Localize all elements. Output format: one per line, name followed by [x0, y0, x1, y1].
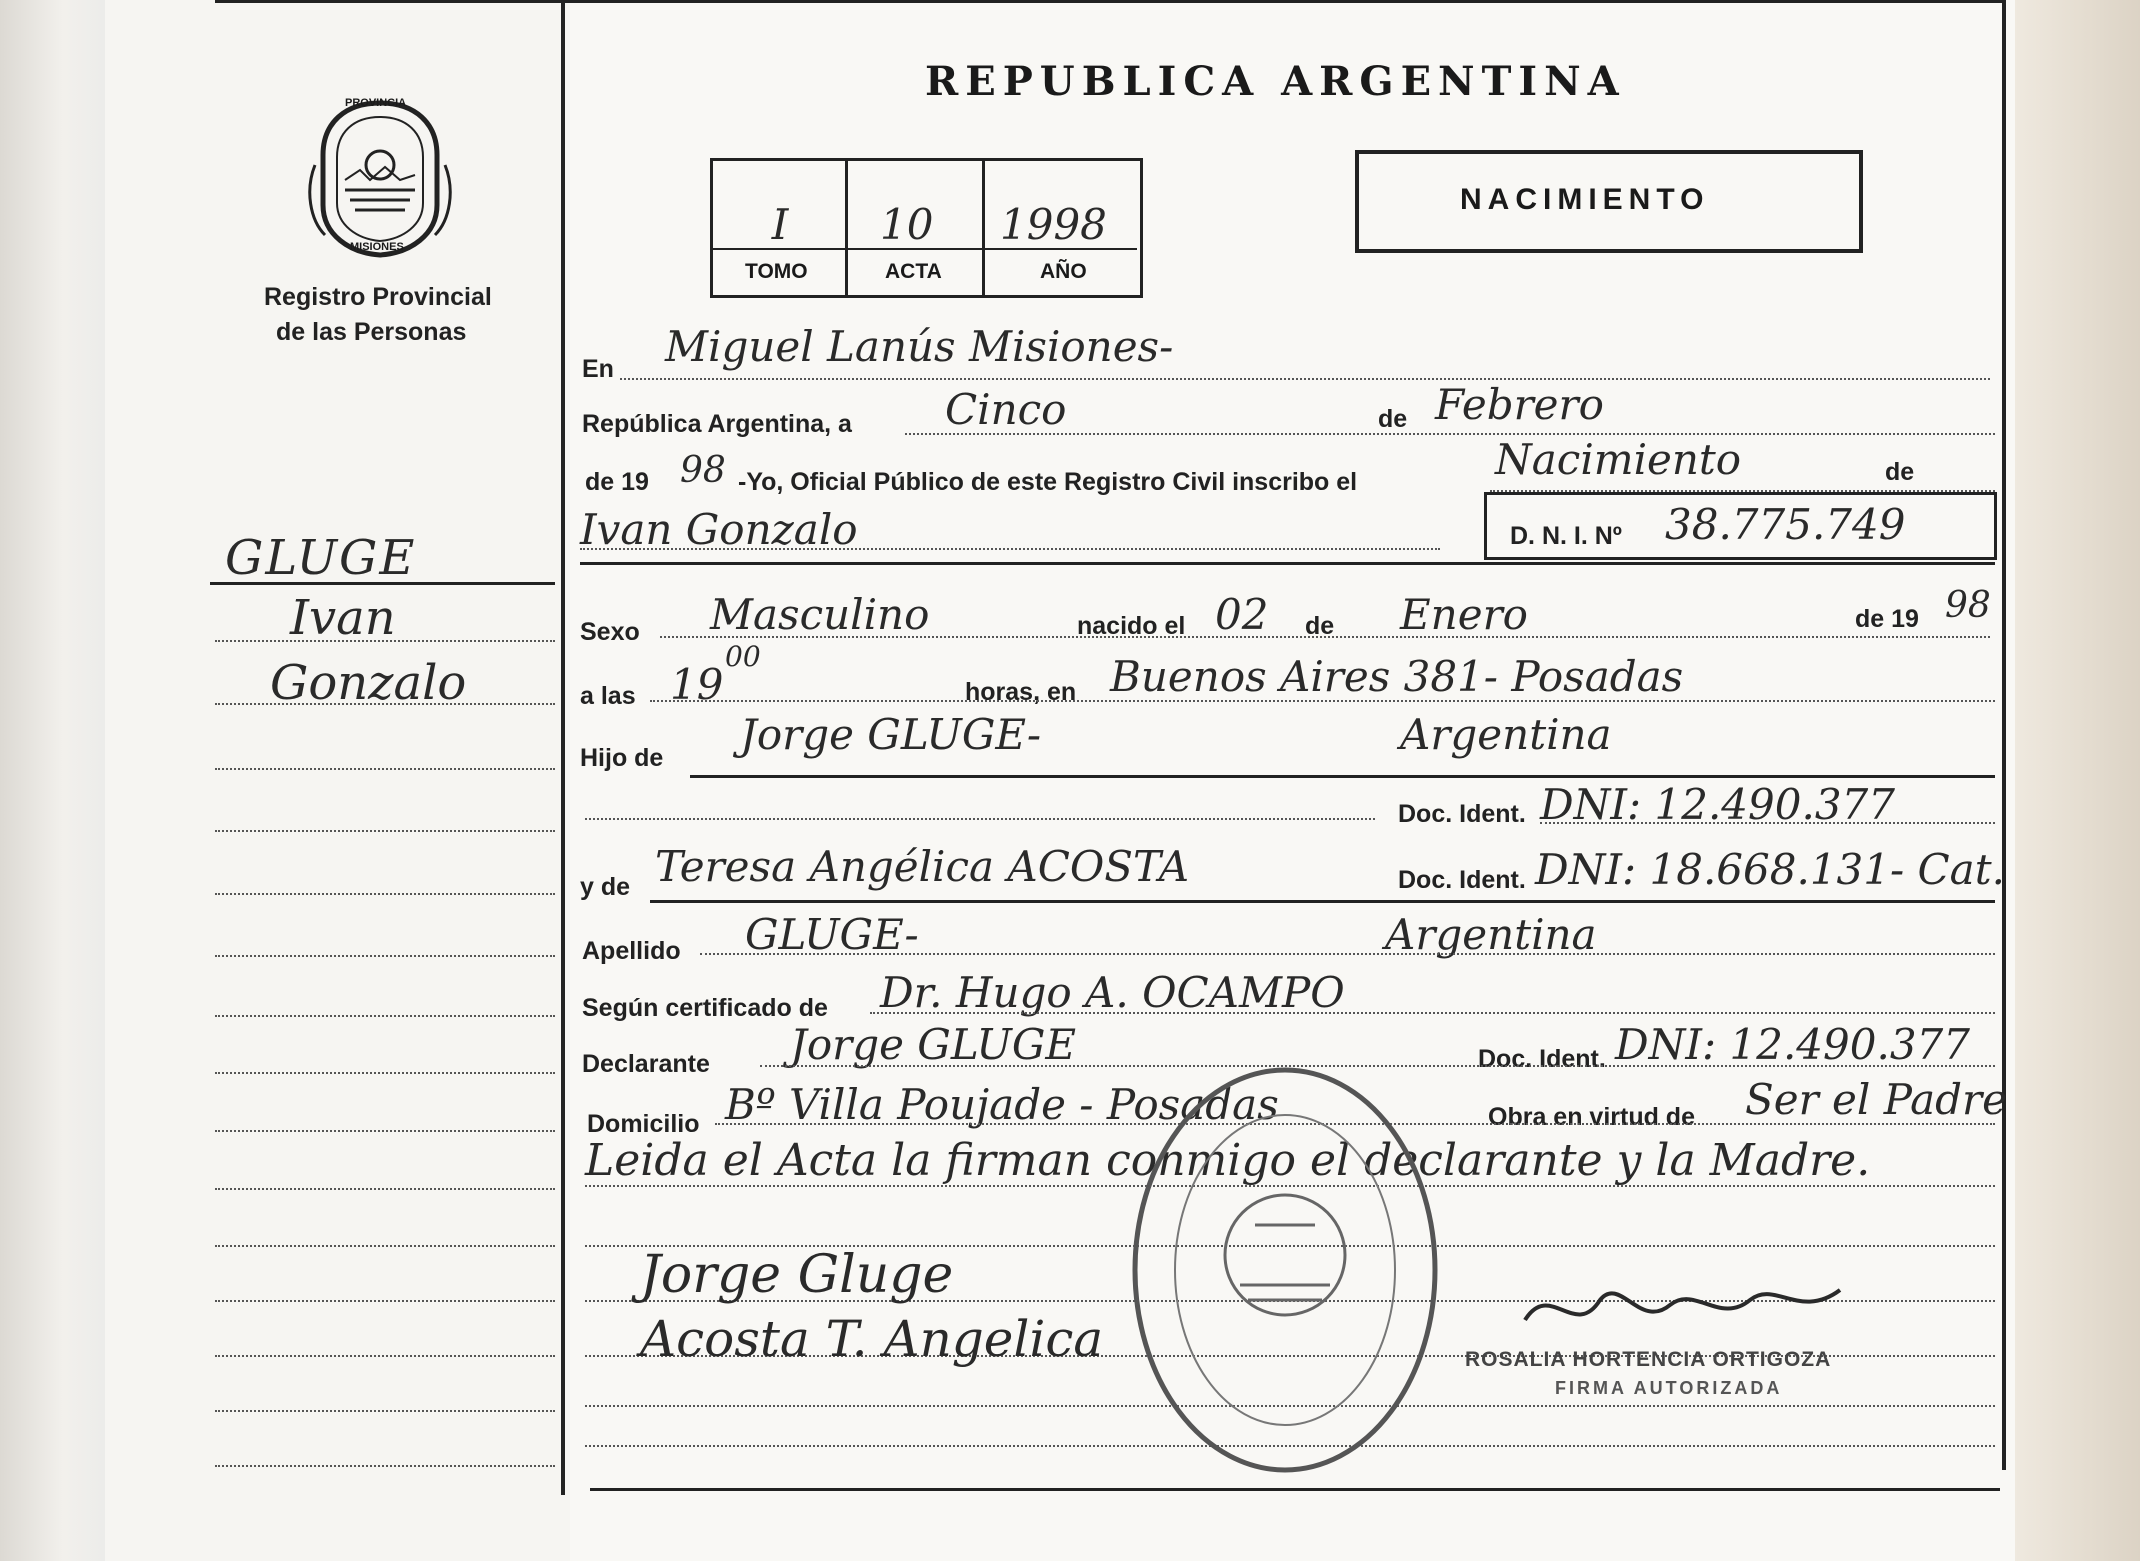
de-label: de	[1305, 612, 1335, 640]
y-de-label: y de	[580, 873, 631, 901]
domicilio-value: Bº Villa Poujade - Posadas	[725, 1080, 1279, 1129]
form-line	[905, 433, 1995, 435]
mother-doc: DNI: 18.668.131- Cat.	[1535, 845, 2005, 894]
nacido-label: nacido el	[1077, 612, 1186, 640]
country-heading: REPUBLICA ARGENTINA	[925, 58, 1626, 105]
dni-number: 38.775.749	[1665, 500, 1906, 549]
sexo-value: Masculino	[710, 590, 930, 639]
provincia-misiones-seal-icon	[305, 95, 455, 260]
margin-surname: GLUGE	[225, 530, 417, 586]
seal-bottom-text: MISIONES	[350, 241, 404, 253]
registration-year: 98	[680, 450, 726, 491]
margin-name-rule	[210, 582, 555, 585]
birth-place: Buenos Aires 381- Posadas	[1110, 652, 1684, 701]
declarante-label: Declarante	[582, 1050, 710, 1078]
birth-hour: 19	[670, 660, 724, 709]
margin-line	[215, 1300, 555, 1302]
ano-label: AÑO	[1040, 260, 1087, 283]
form-line	[580, 548, 1440, 550]
margin-line	[215, 1015, 555, 1017]
doc-ident-label: Doc. Ident.	[1398, 866, 1526, 894]
birth-year: 98	[1945, 585, 1991, 626]
a-las-label: a las	[580, 682, 636, 710]
mother-name: Teresa Angélica ACOSTA	[655, 842, 1190, 891]
bottom-rule	[590, 1488, 2000, 1491]
mother-signature: Acosta T. Angelica	[640, 1310, 1104, 1368]
acta-value: 10	[880, 200, 934, 249]
registration-month: Febrero	[1435, 380, 1604, 429]
margin-line	[215, 640, 555, 642]
de-label: de	[1885, 458, 1915, 486]
margin-line	[215, 1188, 555, 1190]
republica-label: República Argentina, a	[582, 410, 852, 438]
child-name: Ivan Gonzalo	[580, 505, 858, 554]
sexo-label: Sexo	[580, 618, 640, 646]
declarante-value: Jorge GLUGE	[790, 1020, 1077, 1069]
official-name: ROSALIA HORTENCIA ORTIGOZA	[1465, 1348, 1832, 1371]
de-label: de	[1378, 405, 1408, 433]
birth-day: 02	[1215, 590, 1269, 639]
margin-second-name: Gonzalo	[270, 655, 467, 711]
margin-line	[215, 1245, 555, 1247]
form-section-rule	[650, 900, 1995, 903]
father-signature: Jorge Gluge	[640, 1245, 954, 1305]
en-label: En	[582, 355, 614, 383]
record-cell-divider	[845, 158, 848, 296]
margin-line	[215, 1465, 555, 1467]
page-edge	[2015, 0, 2140, 1561]
registration-place: Miguel Lanús Misiones-	[665, 322, 1174, 371]
seal-top-text: PROVINCIA	[345, 97, 407, 109]
column-divider	[561, 0, 565, 1495]
margin-line	[215, 1130, 555, 1132]
official-title: FIRMA AUTORIZADA	[1555, 1378, 1783, 1398]
right-frame	[2002, 0, 2006, 1470]
hijo-label: Hijo de	[580, 744, 664, 772]
form-line	[700, 953, 1995, 955]
form-line	[585, 818, 1375, 820]
certificado-value: Dr. Hugo A. OCAMPO	[880, 968, 1345, 1017]
form-section-rule	[690, 775, 1995, 778]
acta-label: ACTA	[885, 260, 942, 283]
registered-event: Nacimiento	[1495, 435, 1742, 484]
margin-line	[215, 893, 555, 895]
form-line	[660, 636, 1990, 638]
closing-statement: Leida el Acta la firman conmigo el declarante y la Madre.	[585, 1135, 1871, 1186]
father-nationality: Argentina	[1400, 710, 1612, 759]
registry-name-line1: Registro Provincial	[264, 283, 492, 311]
apellido-nationality: Argentina	[1385, 910, 1597, 959]
obra-label: Obra en virtud de	[1488, 1103, 1695, 1131]
official-stamp-icon	[1120, 1055, 1450, 1485]
birth-year-prefix: de 19	[1855, 605, 1919, 633]
obra-value: Ser el Padre	[1745, 1075, 2007, 1124]
book-spine	[0, 0, 105, 1561]
birth-month: Enero	[1400, 590, 1528, 639]
margin-line	[215, 955, 555, 957]
registration-day: Cinco	[945, 385, 1067, 434]
doc-ident-label: Doc. Ident.	[1478, 1045, 1606, 1073]
apellido-value: GLUGE-	[745, 910, 919, 959]
form-section-rule	[580, 562, 1995, 565]
record-cell-divider	[982, 158, 985, 296]
doc-ident-label: Doc. Ident.	[1398, 800, 1526, 828]
margin-first-name: Ivan	[290, 590, 396, 646]
margin-line	[215, 1410, 555, 1412]
declarante-doc: DNI: 12.490.377	[1615, 1020, 1970, 1069]
top-rule	[215, 0, 2005, 3]
father-doc: DNI: 12.490.377	[1540, 780, 1895, 829]
act-type-label: NACIMIENTO	[1460, 183, 1710, 216]
father-name: Jorge GLUGE-	[740, 710, 1042, 759]
ano-value: 1998	[1000, 200, 1107, 249]
horas-label: horas, en	[965, 678, 1077, 706]
apellido-label: Apellido	[582, 937, 681, 965]
form-line	[620, 378, 1990, 380]
margin-line	[215, 768, 555, 770]
margin-line	[215, 1072, 555, 1074]
certificado-label: Según certificado de	[582, 994, 828, 1022]
officer-statement: -Yo, Oficial Público de este Registro Civil inscribo el	[738, 468, 1358, 496]
margin-line	[215, 1355, 555, 1357]
dni-label: D. N. I. Nº	[1510, 522, 1622, 550]
year-prefix: de 19	[585, 468, 649, 496]
registry-name-line2: de las Personas	[276, 318, 467, 346]
form-line	[870, 1012, 1995, 1014]
tomo-label: TOMO	[745, 260, 808, 283]
form-line	[650, 700, 1995, 702]
margin-line	[215, 830, 555, 832]
margin-line	[215, 703, 555, 705]
form-line	[1540, 822, 1995, 824]
tomo-value: I	[771, 200, 789, 249]
domicilio-label: Domicilio	[587, 1110, 700, 1138]
birth-minutes: 00	[725, 640, 761, 673]
